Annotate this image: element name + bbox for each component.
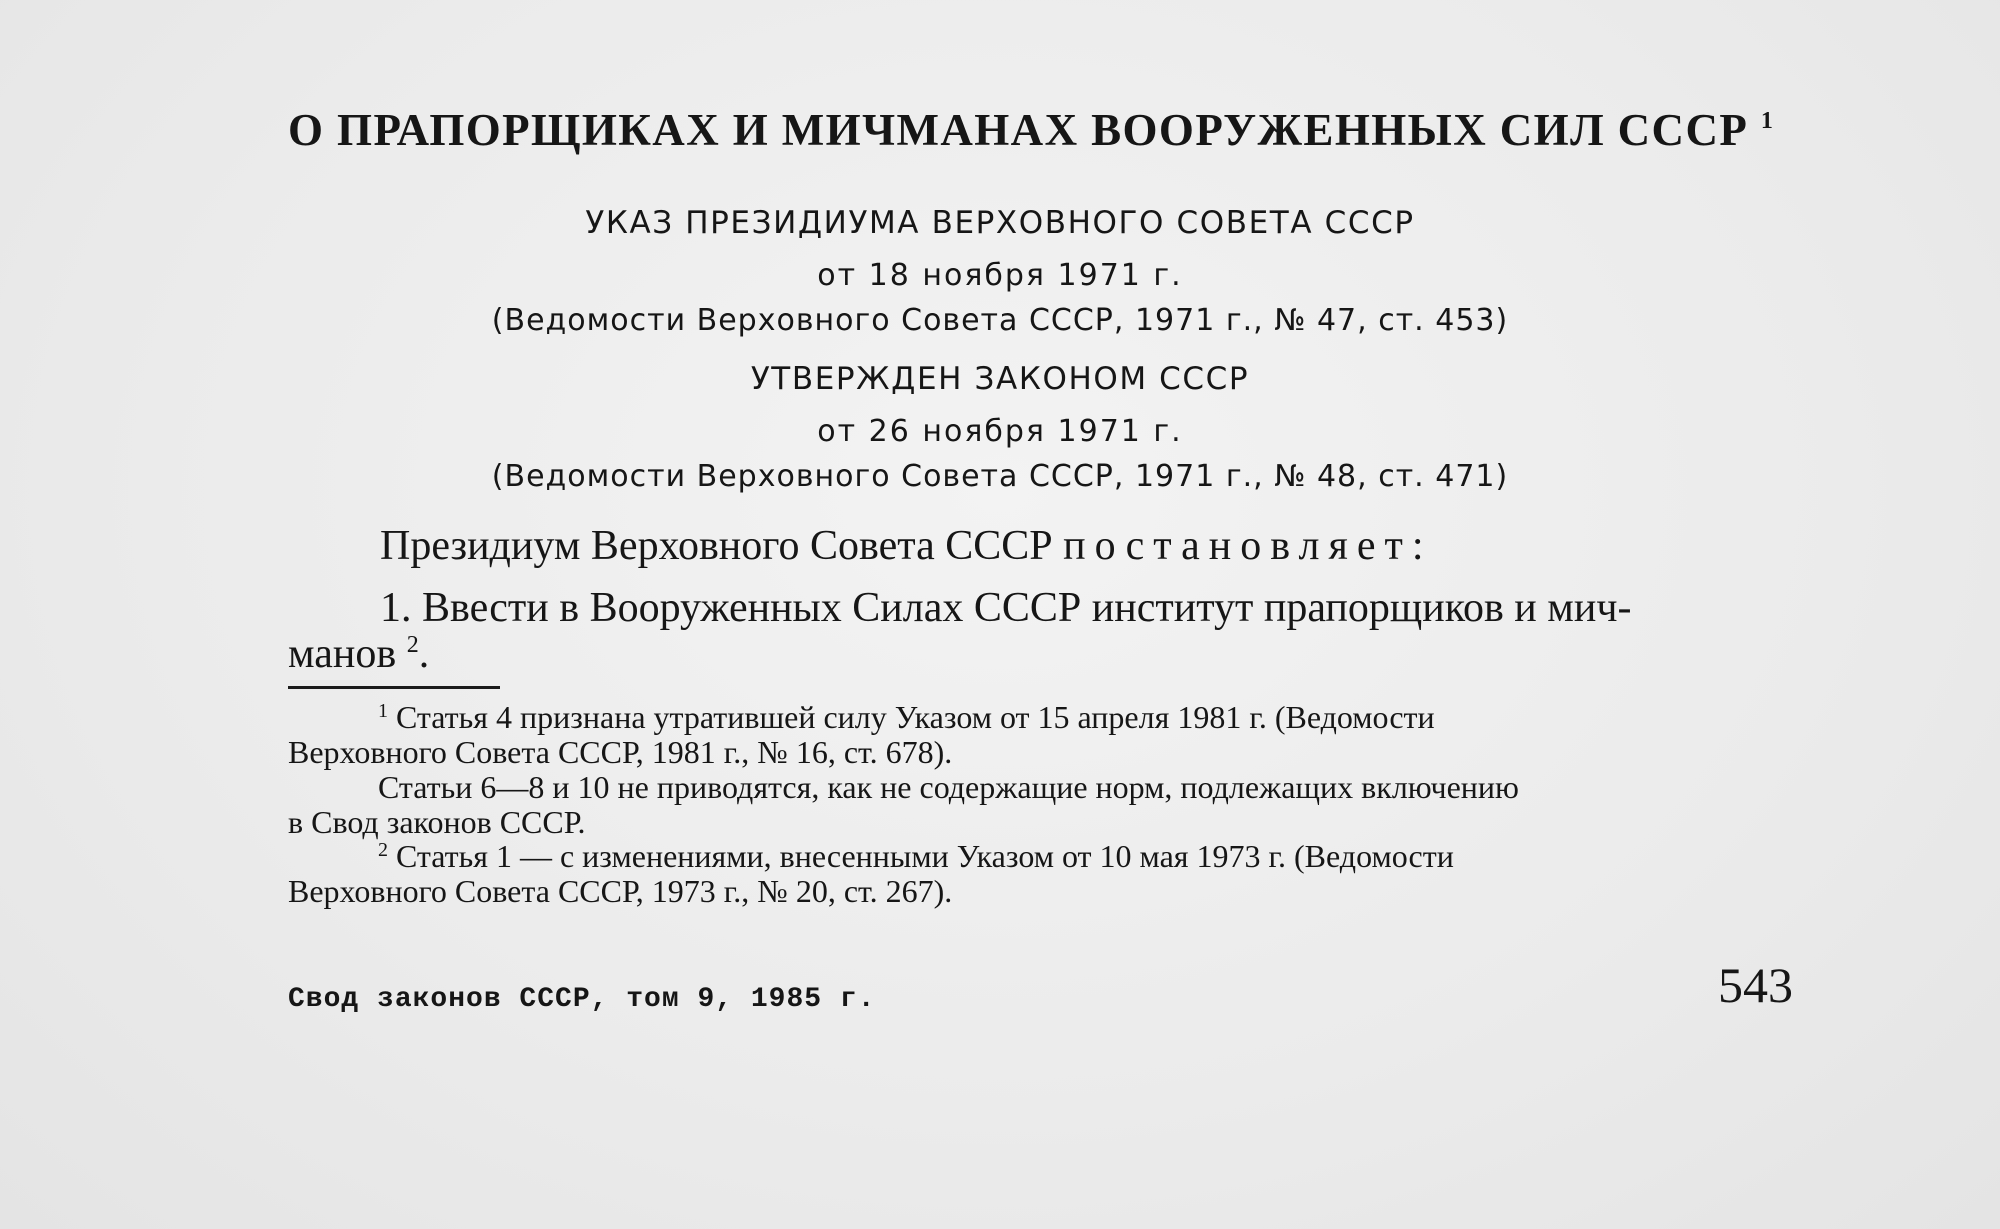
law-date: от 26 ноября 1971 г. — [817, 414, 1183, 449]
footnote-2-line1 — [378, 838, 1454, 875]
article1-line2 — [288, 630, 429, 678]
preamble-text: Президиум Верховного Совета СССР — [380, 523, 1053, 569]
footnote-divider — [288, 686, 500, 689]
page-number: 543 — [1718, 957, 1793, 1013]
footer-source: Свод законов СССР, том 9, 1985 г. — [288, 984, 876, 1015]
article1-end: . — [418, 631, 430, 677]
document-title — [288, 104, 1808, 156]
footnote-1b-line1: Статьи 6—8 и 10 не приводятся, как не содержащие норм, подлежащих включению — [378, 769, 1519, 805]
footnote-2-text: Статья 1 — с изменениями, внесенными Указом от 10 мая 1973 г. (Ведомости — [396, 838, 1454, 874]
law-heading: УТВЕРЖДЕН ЗАКОНОМ СССР — [750, 361, 1250, 397]
footnote-1-line1 — [378, 699, 1435, 736]
article1-line1: 1. Ввести в Вооруженных Силах СССР институт прапорщиков и мич- — [380, 585, 1632, 631]
footnote-1-line2: Верховного Совета СССР, 1981 г., № 16, ст. 678). — [288, 734, 953, 770]
title-text: О ПРАПОРЩИКАХ И МИЧМАНАХ ВООРУЖЕННЫХ СИЛ СССР — [288, 105, 1749, 155]
article1-continuation: манов — [288, 631, 397, 677]
decree-source: (Ведомости Верховного Совета СССР, 1971 г., № 47, ст. 453) — [491, 303, 1509, 338]
decree-date: от 18 ноября 1971 г. — [817, 258, 1183, 293]
article1-footnote-ref: 2 — [406, 632, 419, 658]
decree-heading: УКАЗ ПРЕЗИДИУМА ВЕРХОВНОГО СОВЕТА СССР — [585, 205, 1415, 241]
title-footnote-ref: 1 — [1760, 108, 1775, 134]
footnote-1b-line2: в Свод законов СССР. — [288, 804, 586, 840]
footnote-2-ref: 2 — [378, 839, 388, 861]
preamble — [380, 522, 1433, 570]
footnote-1-ref: 1 — [378, 700, 388, 722]
show-through-text — [370, 150, 380, 197]
preamble-verb: постановляет: — [1063, 523, 1433, 569]
law-source: (Ведомости Верховного Совета СССР, 1971 г., № 48, ст. 471) — [491, 459, 1509, 494]
footnote-1-text: Статья 4 признана утратившей силу Указом от 15 апреля 1981 г. (Ведомости — [396, 699, 1435, 735]
footnote-2-line2: Верховного Совета СССР, 1973 г., № 20, ст. 267). — [288, 873, 953, 909]
